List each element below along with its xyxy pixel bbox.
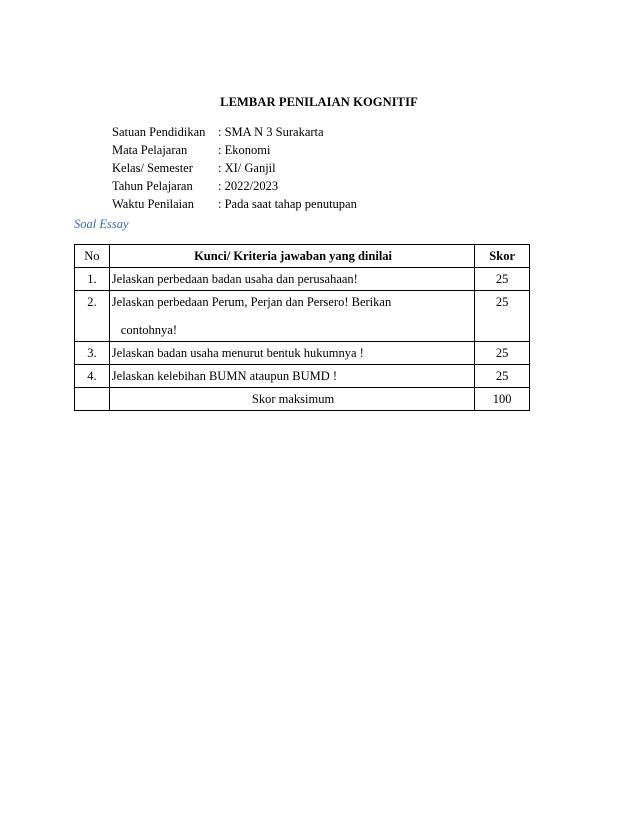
info-label: Satuan Pendidikan <box>112 125 206 139</box>
total-score: 100 <box>475 388 530 411</box>
header-criteria: Kunci/ Kriteria jawaban yang dinilai <box>109 245 475 268</box>
section-title: Soal Essay <box>74 217 129 231</box>
row-question: Jelaskan perbedaan badan usaha dan perusahaan! <box>109 268 475 291</box>
page-title: LEMBAR PENILAIAN KOGNITIF <box>220 95 418 109</box>
table-total-row <box>75 388 530 411</box>
table-row <box>75 291 530 342</box>
question-line-cont: contohnya! <box>120 323 178 337</box>
row-number: 3. <box>75 342 110 365</box>
info-value: : SMA N 3 Surakarta <box>218 125 324 139</box>
table-row <box>75 268 530 291</box>
row-score: 25 <box>475 365 530 388</box>
info-label: Waktu Penilaian <box>112 197 194 211</box>
info-value: : 2022/2023 <box>218 179 279 193</box>
table-header-row <box>75 245 530 268</box>
row-question: Jelaskan kelebihan BUMN ataupun BUMD ! <box>109 365 475 388</box>
header-score: Skor <box>475 245 530 268</box>
info-block <box>112 123 357 213</box>
info-value: : Pada saat tahap penutupan <box>218 197 357 211</box>
assessment-table <box>74 244 530 411</box>
info-label: Tahun Pelajaran <box>112 179 193 193</box>
info-value: : Ekonomi <box>218 143 271 157</box>
row-number: 1. <box>75 268 110 291</box>
info-row-mapel <box>112 141 357 159</box>
row-score: 25 <box>475 291 530 342</box>
question-line: Jelaskan perbedaan Perum, Perjan dan Persero! Berikan <box>111 295 392 309</box>
info-row-tahun <box>112 177 357 195</box>
row-score: 25 <box>475 342 530 365</box>
total-label: Skor maksimum <box>109 388 475 411</box>
info-value: : XI/ Ganjil <box>218 161 276 175</box>
info-label: Mata Pelajaran <box>112 143 188 157</box>
table-row <box>75 342 530 365</box>
info-row-satuan <box>112 123 357 141</box>
info-row-kelas <box>112 159 357 177</box>
row-number: 4. <box>75 365 110 388</box>
table-row <box>75 365 530 388</box>
row-question: Jelaskan badan usaha menurut bentuk hukumnya ! <box>109 342 475 365</box>
info-row-waktu <box>112 195 357 213</box>
total-empty-cell <box>75 388 110 411</box>
row-question <box>109 291 475 342</box>
header-no: No <box>75 245 110 268</box>
info-label: Kelas/ Semester <box>112 161 193 175</box>
row-number: 2. <box>75 291 110 342</box>
row-score: 25 <box>475 268 530 291</box>
